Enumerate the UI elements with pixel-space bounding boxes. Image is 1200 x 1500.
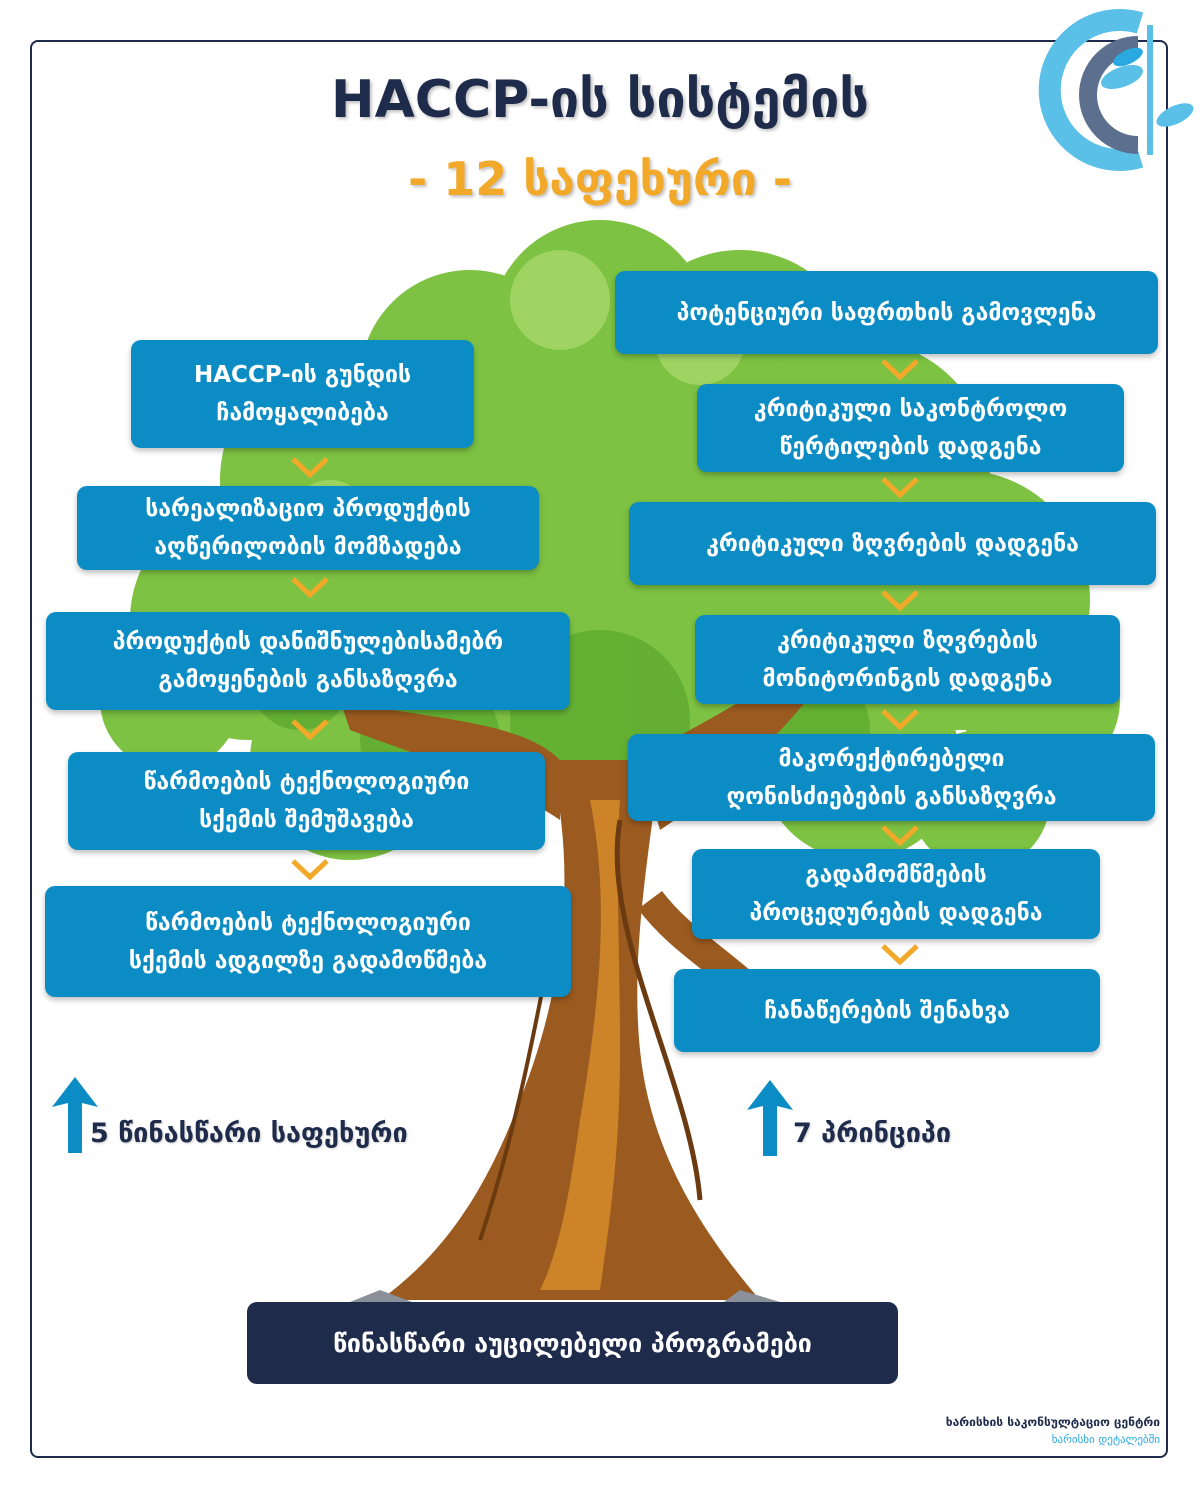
step-2-line1: სარეალიზაციო პროდუქტის [145,496,471,522]
arrow-up-icon [745,1078,795,1158]
step-10-box [628,734,1155,821]
chevron-down-icon [880,476,920,498]
step-3-line2: გამოყენების განსაზღვრა [158,667,458,693]
chevron-down-icon [880,589,920,611]
footer-org-name: ხარისხის საკონსულტაციო ცენტრი [945,1415,1160,1429]
footer-slogan: ხარისხი დეტალებში [1051,1433,1160,1446]
step-5-line2: სქემის ადგილზე გადამოწმება [128,947,488,974]
step-5-line1: წარმოების ტექნოლოგიური [145,909,471,936]
prerequisite-programs-box: წინასწარი აუცილებელი პროგრამები [247,1302,898,1384]
step-3-box [46,612,570,710]
step-12-box [674,969,1100,1052]
step-2-box [77,486,539,570]
step-9-line1: კრიტიკული ზღვრების [777,627,1038,654]
step-10-line2: ღონისძიებების განსაზღვრა [726,783,1057,810]
step-4-box [68,752,545,850]
step-1-line1: HACCP-ის გუნდის [193,362,412,388]
step-7-box [697,384,1124,472]
step-11-box [692,849,1100,939]
principles-label: 7 პრინციპი [793,1118,952,1149]
chevron-down-icon [290,456,330,478]
step-2-line2: აღწერილობის მომზადება [154,534,462,560]
step-5-box [45,886,571,997]
chevron-down-icon [290,576,330,598]
step-12-line1: ჩანაწერების შენახვა [764,997,1010,1024]
step-4-line1: წარმოების ტექნოლოგიური [143,769,470,795]
step-7-line1: კრიტიკული საკონტროლო [753,396,1068,422]
step-9-box [695,615,1120,704]
step-11-line2: პროცედურების დადგენა [749,900,1043,926]
step-7-line2: წერტილების დადგენა [779,434,1042,460]
chevron-down-icon [880,943,920,965]
step-3-line1: პროდუქტის დანიშნულებისამებრ [112,629,504,655]
chevron-down-icon [880,358,920,380]
step-10-line1: მაკორექტირებელი [778,745,1005,772]
step-1-line2: ჩამოყალიბება [216,400,389,426]
step-6-box [615,271,1158,354]
chevron-down-icon [880,824,920,846]
prerequisite-steps-label: 5 წინასწარი საფეხური [90,1118,408,1149]
step-11-line1: გადამომწმების [805,862,987,888]
step-8-box [629,502,1156,585]
step-6-line1: პოტენციური საფრთხის გამოვლენა [676,299,1097,326]
step-9-line2: მონიტორინგის დადგენა [762,665,1053,692]
step-8-line1: კრიტიკული ზღვრების დადგენა [706,530,1079,557]
step-1-box [131,340,474,448]
page-subtitle: - 12 საფეხური - [408,152,792,206]
page-title: HACCP-ის სისტემის [331,70,869,130]
chevron-down-icon [290,718,330,740]
step-4-line2: სქემის შემუშავება [199,807,414,833]
chevron-down-icon [290,858,330,880]
chevron-down-icon [880,708,920,730]
